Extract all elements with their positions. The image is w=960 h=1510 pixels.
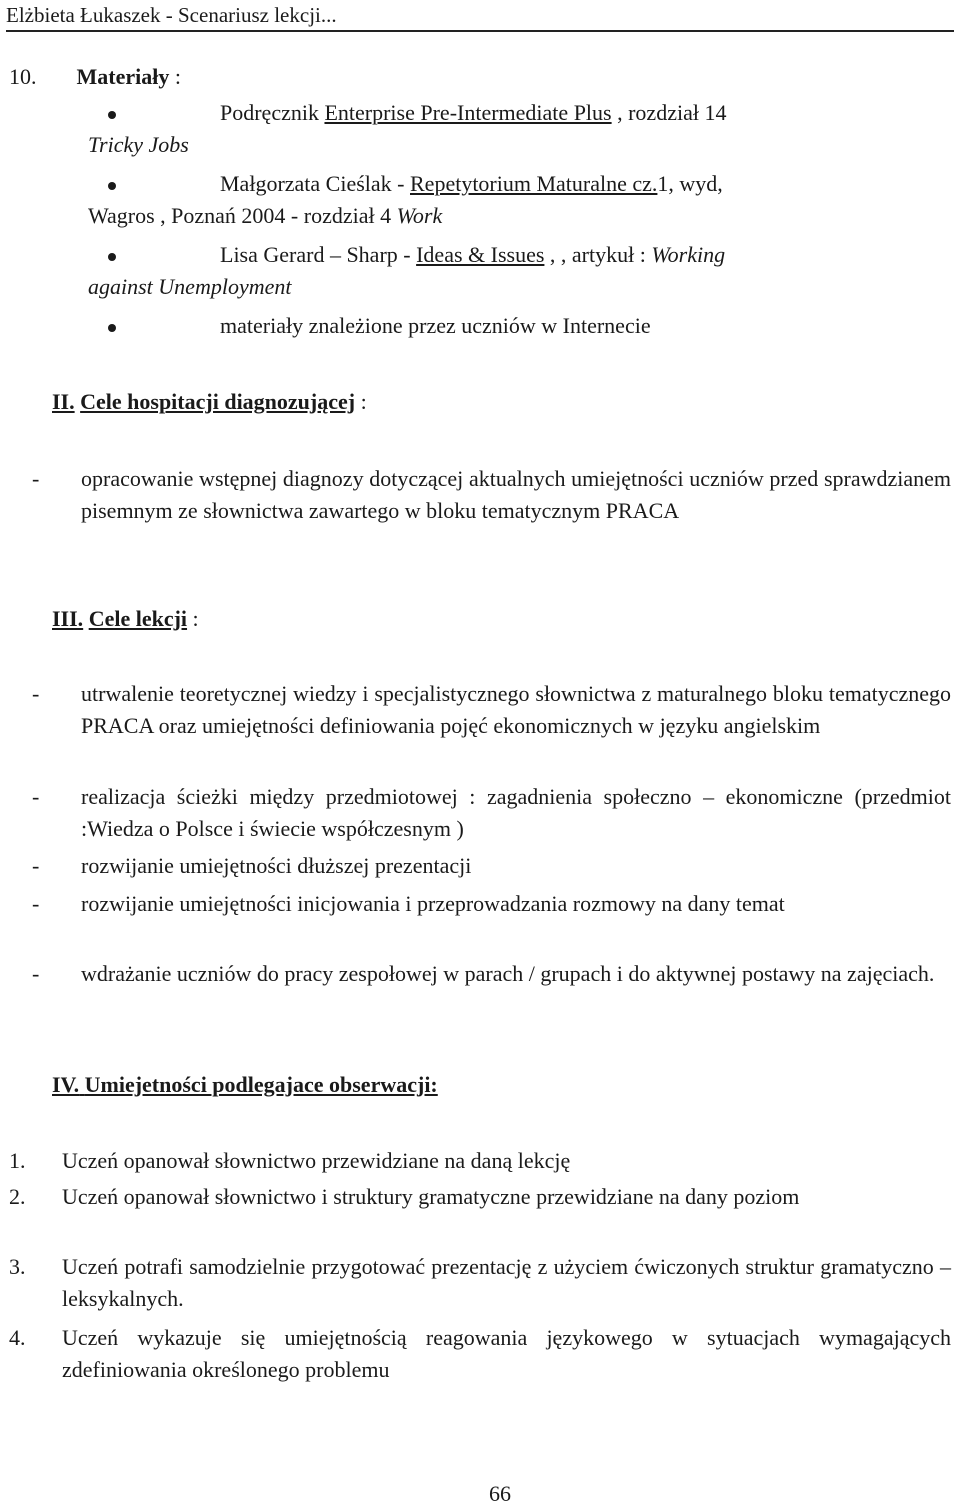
running-header: Elżbieta Łukaszek - Scenariusz lekcji... — [6, 3, 337, 27]
section-4-number: IV. — [52, 1072, 80, 1097]
dash-marker: - — [32, 961, 40, 986]
skill-item: Uczeń wykazuje się umiejętnością reagowania językowego w sytuacjach wymagających zdefiniowania określonego problemu — [62, 1325, 951, 1382]
section-3-title: Cele lekcji — [88, 606, 188, 631]
section-4-title: Umiejetności podlegajace obserwacji: — [84, 1072, 438, 1097]
material-item: materiały znależione przez uczniów w Internecie — [220, 313, 651, 338]
section-10-number: 10. — [9, 64, 37, 89]
skill-item: Uczeń potrafi samodzielnie przygotować prezentację z użyciem ćwiczonych struktur gramatyczno – leksykalnych. — [62, 1254, 951, 1311]
goal-item: opracowanie wstępnej diagnozy dotyczącej aktualnych umiejętności uczniów przed sprawdzianem pisemnym ze słownictwa zawartego w bloku tematycznym PRACA — [81, 466, 951, 523]
section-3-heading: III. Cele lekcji : — [52, 606, 199, 631]
book-link: Enterprise Pre-Intermediate Plus — [324, 100, 612, 125]
dash-marker: - — [32, 853, 40, 878]
book-link: Ideas & Issues — [416, 242, 545, 267]
section-3-number: III. — [52, 606, 84, 631]
section-4-heading — [52, 1069, 438, 1101]
page-number: 66 — [489, 1481, 511, 1506]
goal-item: rozwijanie umiejętności inicjowania i przeprowadzania rozmowy na dany temat — [81, 891, 785, 916]
skill-item: Uczeń opanował słownictwo i struktury gramatyczne przewidziane na dany poziom — [62, 1184, 800, 1209]
skill-item: Uczeń opanował słownictwo przewidziane na daną lekcję — [62, 1148, 571, 1173]
material-item: Małgorzata Cieślak - Repetytorium Maturalne cz.1, wyd, Wagros , Poznań 2004 - rozdział 4 Work — [88, 171, 723, 228]
list-number: 2. — [9, 1184, 26, 1209]
dash-marker: - — [32, 784, 40, 809]
header-rule — [6, 30, 954, 32]
material-item: Lisa Gerard – Sharp - Ideas & Issues , , artykuł : Working against Unemployment — [88, 242, 726, 299]
goal-item: wdrażanie uczniów do pracy zespołowej w parach / grupach i do aktywnej postawy na zajęciach. — [81, 961, 935, 986]
dash-marker: - — [32, 681, 40, 706]
section-10-title: Materiały — [76, 64, 170, 89]
section-10-heading: 10. Materiały : — [9, 64, 181, 89]
list-number: 3. — [9, 1254, 26, 1279]
list-number: 4. — [9, 1325, 26, 1350]
material-item: Podręcznik Enterprise Pre-Intermediate Plus , rozdział 14 Tricky Jobs — [88, 100, 727, 157]
goal-item: rozwijanie umiejętności dłuższej prezentacji — [81, 853, 472, 878]
dash-marker: - — [32, 891, 40, 916]
goal-item: utrwalenie teoretycznej wiedzy i specjalistycznego słownictwa z maturalnego bloku tematycznego PRACA oraz umiejętności definiowania pojęć ekonomicznych w języku angielskim — [81, 681, 951, 738]
section-2-title: Cele hospitacji diagnozującej — [80, 389, 356, 414]
book-link: Repetytorium Maturalne cz. — [410, 171, 658, 196]
goal-item: realizacja ścieżki między przedmiotowej : zagadnienia społeczno – ekonomiczne (przedmiot :Wiedza o Polsce i świecie współczesnym ) — [81, 784, 951, 841]
section-2-number: II. — [52, 389, 75, 414]
dash-marker: - — [32, 466, 40, 491]
list-number: 1. — [9, 1148, 26, 1173]
section-2-heading: II. Cele hospitacji diagnozującej : — [52, 389, 367, 414]
